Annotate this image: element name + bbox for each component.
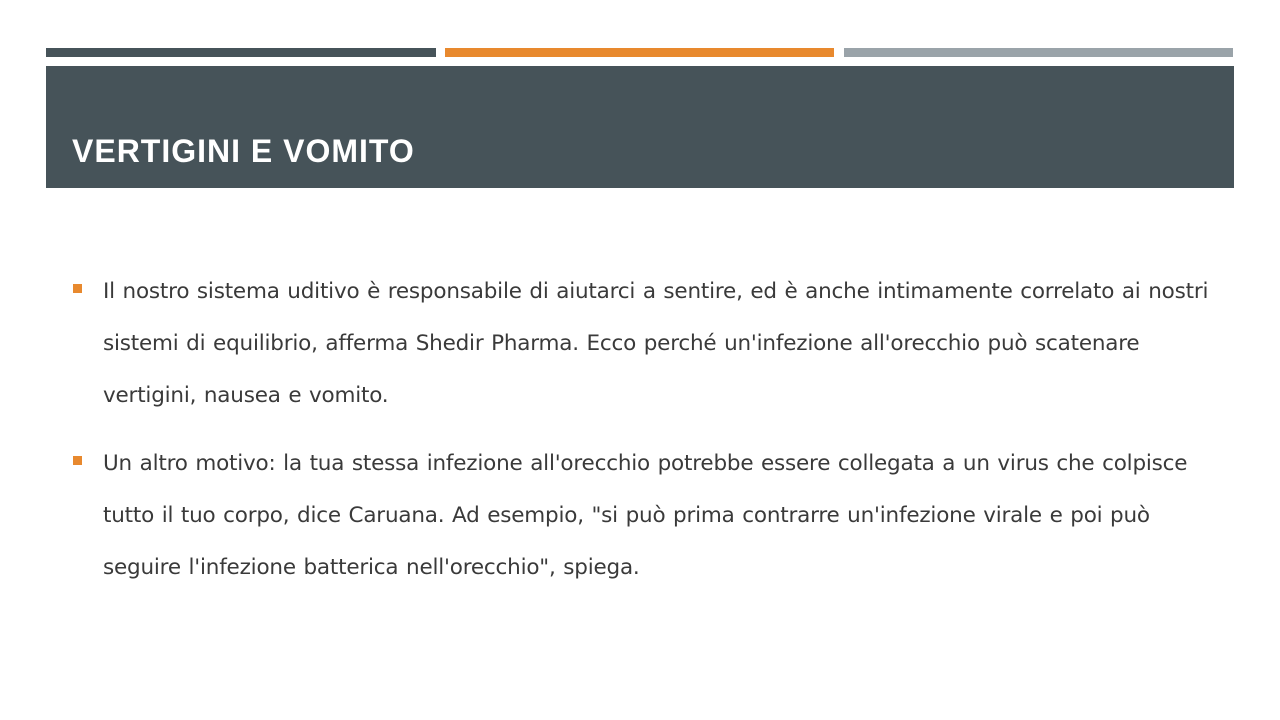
slide-title: VERTIGINI E VOMITO	[72, 133, 415, 169]
bullet-item	[70, 438, 1210, 594]
accent-bar-dark	[46, 48, 436, 57]
square-bullet-icon	[73, 284, 82, 293]
bullet-list	[70, 266, 1210, 610]
accent-bar-orange	[445, 48, 834, 57]
accent-bar-gray	[844, 48, 1233, 57]
bullet-text: Il nostro sistema uditivo è responsabile di aiutarci a sentire, ed è anche intimamente correlato ai nostri sistemi di equilibrio, afferma Shedir Pharma. Ecco perché un'infezione all'orecchio può scatenare vertigini, nausea e vomito.	[103, 279, 1209, 408]
title-band	[46, 66, 1234, 188]
bullet-item	[70, 266, 1210, 422]
bullet-text: Un altro motivo: la tua stessa infezione all'orecchio potrebbe essere collegata a un virus che colpisce tutto il tuo corpo, dice Caruana. Ad esempio, "si può prima contrarre un'infezione virale e poi può seguire l'infezione batterica nell'orecchio", spiega.	[103, 451, 1188, 580]
square-bullet-icon	[73, 456, 82, 465]
